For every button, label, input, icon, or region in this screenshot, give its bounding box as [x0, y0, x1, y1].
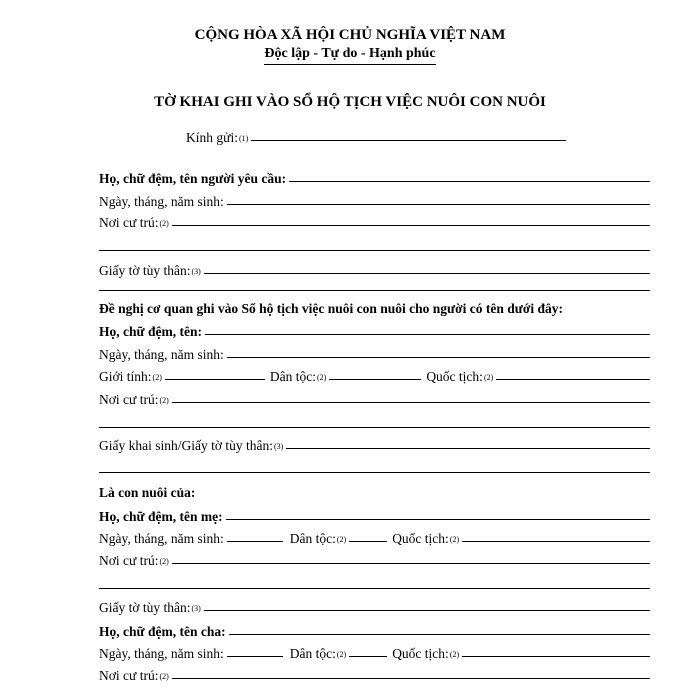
addressee-row: Kính gửi: $^{(1)}$ [186, 130, 566, 146]
requester-id-field[interactable] [204, 272, 650, 274]
requester-dob-label: Ngày, tháng, năm sinh: [99, 194, 224, 209]
child-ethnicity-field[interactable] [329, 378, 421, 380]
mother-ethnicity-label: Dân tộc: [289, 531, 336, 546]
requester-name-label: Họ, chữ đệm, tên người yêu cầu: [99, 171, 287, 186]
mother-dob-field[interactable] [227, 540, 283, 542]
addressee-label: Kính gửi: [186, 130, 238, 145]
child-birth-cert-row: Giấy khai sinh/Giấy tờ tùy thân: $^{(3)}$ [99, 438, 650, 454]
adoptive-parents-heading: Là con nuôi của: [99, 485, 196, 500]
mother-residence-row: Nơi cư trú: $^{(2)}$ [99, 553, 650, 569]
mother-name-label: Họ, chữ đệm, tên mẹ: [99, 509, 223, 524]
child-birth-cert-field[interactable] [286, 447, 650, 449]
requester-residence-row: Nơi cư trú: $^{(2)}$ [99, 215, 650, 231]
mother-name-row [99, 509, 650, 525]
mother-nationality-label: Quốc tịch: [392, 531, 449, 546]
requester-id-line-2[interactable] [99, 290, 650, 291]
father-residence-field[interactable] [172, 677, 650, 679]
mother-residence-line-2[interactable] [99, 588, 650, 589]
requester-id-row: Giấy tờ tùy thân: $^{(3)}$ [99, 263, 650, 279]
child-dob-label: Ngày, tháng, năm sinh: [99, 347, 224, 362]
child-dob-field[interactable] [227, 356, 650, 358]
child-gender-label: Giới tính: [99, 369, 152, 384]
form-title: TỜ KHAI GHI VÀO SỔ HỘ TỊCH VIỆC NUÔI CON NUÔI [154, 94, 546, 110]
mother-ethnicity-field[interactable] [349, 540, 387, 542]
mother-residence-field[interactable] [172, 562, 650, 564]
requester-name-field[interactable] [289, 180, 650, 182]
child-residence-label: Nơi cư trú: [99, 392, 159, 407]
father-dob-row: Ngày, tháng, năm sinh: Dân tộc: $^{(2)}$ Quốc tịch: $^{(2)}$ [99, 646, 650, 662]
requester-dob-row [99, 194, 650, 210]
motto-text: Độc lập - Tự do - Hạnh phúc [264, 46, 435, 65]
mother-id-field[interactable] [204, 609, 650, 611]
requester-residence-line-2[interactable] [99, 250, 650, 251]
child-residence-row: Nơi cư trú: $^{(2)}$ [99, 392, 650, 408]
requester-residence-label: Nơi cư trú: [99, 215, 159, 230]
child-birth-cert-line-2[interactable] [99, 472, 650, 473]
motto [0, 46, 700, 62]
child-dob-row [99, 347, 650, 363]
father-dob-label: Ngày, tháng, năm sinh: [99, 646, 224, 661]
addressee-field[interactable] [251, 139, 566, 141]
request-statement: Đề nghị cơ quan ghi vào Sổ hộ tịch việc nuôi con nuôi cho người có tên dưới đây: [99, 301, 563, 316]
father-nationality-label: Quốc tịch: [392, 646, 449, 661]
child-gender-field[interactable] [165, 378, 265, 380]
requester-id-label: Giấy tờ tùy thân: [99, 263, 191, 278]
child-nationality-field[interactable] [496, 378, 650, 380]
child-name-label: Họ, chữ đệm, tên: [99, 324, 202, 339]
requester-name-row [99, 171, 650, 187]
father-dob-field[interactable] [227, 655, 283, 657]
child-name-field[interactable] [205, 333, 650, 335]
father-ethnicity-field[interactable] [349, 655, 387, 657]
father-name-row [99, 624, 650, 640]
child-gender-row: Giới tính: $^{(2)}$ Dân tộc: $^{(2)}$ Quốc tịch: $^{(2)}$ [99, 369, 650, 385]
child-birth-cert-label: Giấy khai sinh/Giấy tờ tùy thân: [99, 438, 273, 453]
mother-id-row: Giấy tờ tùy thân: $^{(3)}$ [99, 600, 650, 616]
requester-dob-field[interactable] [227, 203, 650, 205]
mother-nationality-field[interactable] [462, 540, 650, 542]
father-residence-label: Nơi cư trú: [99, 668, 159, 683]
father-residence-row: Nơi cư trú: $^{(2)}$ [99, 668, 650, 684]
requester-residence-field[interactable] [172, 224, 650, 226]
father-ethnicity-label: Dân tộc: [289, 646, 336, 661]
mother-dob-row: Ngày, tháng, năm sinh: Dân tộc: $^{(2)}$ Quốc tịch: $^{(2)}$ [99, 531, 650, 547]
child-nationality-label: Quốc tịch: [426, 369, 483, 384]
mother-id-label: Giấy tờ tùy thân: [99, 600, 191, 615]
mother-residence-label: Nơi cư trú: [99, 553, 159, 568]
father-name-field[interactable] [229, 633, 650, 635]
father-name-label: Họ, chữ đệm, tên cha: [99, 624, 226, 639]
child-name-row [99, 324, 650, 340]
mother-name-field[interactable] [226, 518, 650, 520]
child-ethnicity-label: Dân tộc: [269, 369, 316, 384]
child-residence-field[interactable] [172, 401, 650, 403]
mother-dob-label: Ngày, tháng, năm sinh: [99, 531, 224, 546]
nation-heading: CỘNG HÒA XÃ HỘI CHỦ NGHĨA VIỆT NAM [194, 27, 506, 43]
father-nationality-field[interactable] [462, 655, 650, 657]
child-residence-line-2[interactable] [99, 427, 650, 428]
